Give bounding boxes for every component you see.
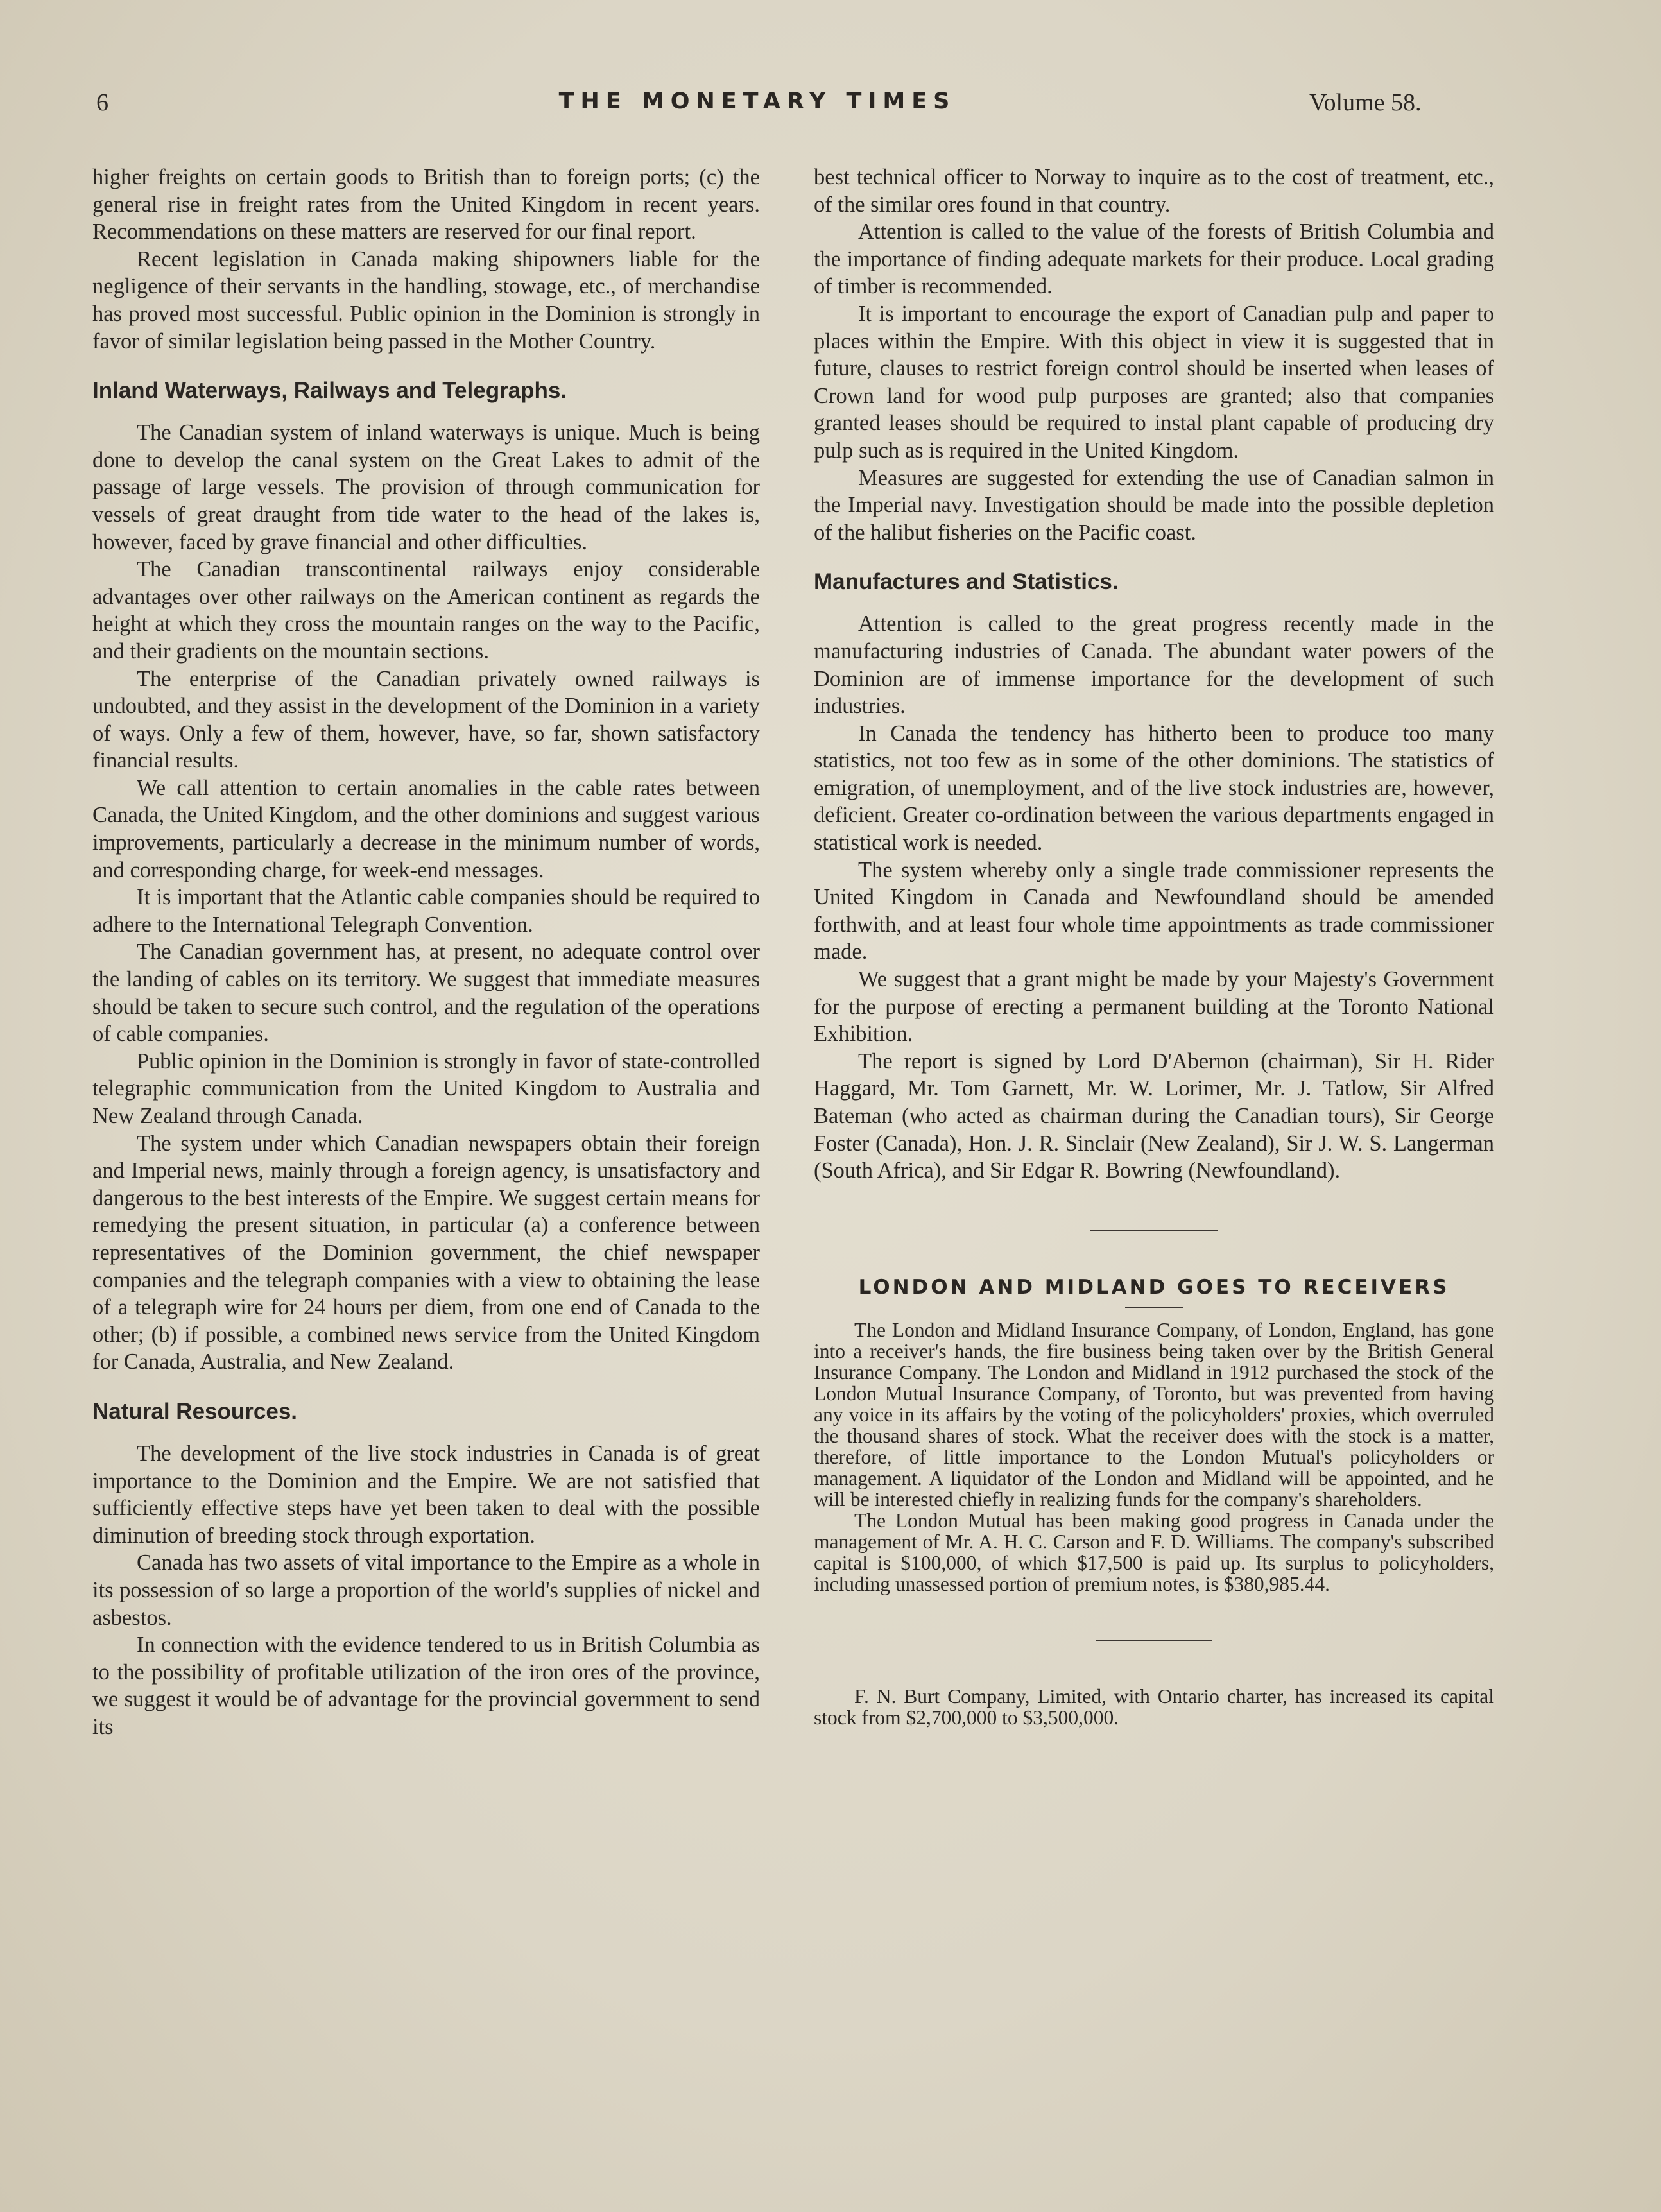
right-column bbox=[814, 164, 1494, 1728]
paragraph: Attention is called to the great progress recently made in the manufacturing industries of Canada. The abundant water powers of the Dominion are of immense importance for the development of such industries. bbox=[814, 612, 1494, 719]
paragraph: It is important that the Atlantic cable companies should be required to adhere to the International Telegraph Convention. bbox=[92, 885, 760, 937]
page-header bbox=[0, 89, 1661, 127]
volume-label: Volume 58. bbox=[1309, 89, 1422, 116]
paragraph: Public opinion in the Dominion is strongly in favor of state-controlled telegraphic communication from the United Kingdom to Australia and New Zealand through Canada. bbox=[92, 1049, 760, 1128]
divider bbox=[1090, 1230, 1218, 1231]
paragraph: The system under which Canadian newspapers obtain their foreign and Imperial news, mainly through a foreign agency, is unsatisfactory and dangerous to the best interests of the Empire. We suggest certain means for remedying the present situation, in particular (a) a conference between representatives of the Dominion government, the chief newspaper companies and the telegraph companies with a view to obtaining the lease of a telegraph wire for 24 hours per diem, from one end of Canada to the other; (b) if possible, a combined news service from the United Kingdom for Canada, Australia, and New Zealand. bbox=[92, 1131, 760, 1375]
divider bbox=[1096, 1640, 1212, 1641]
paragraph: The enterprise of the Canadian privately owned railways is undoubted, and they assist in the development of the Dominion in a variety of ways. Only a few of them, however, have, so far, shown satisfactory financial results. bbox=[92, 666, 760, 773]
paragraph: In Canada the tendency has hitherto been to produce too many statistics, not too few as in some of the other dominions. The statistics of emigration, of unemployment, and of the live stock industries are, however, deficient. Greater co-ordination between the various departments engaged in statistical work is needed. bbox=[814, 721, 1494, 855]
paragraph: We suggest that a grant might be made by your Majesty's Government for the purpose of erecting a permanent building at the Toronto National Exhibition. bbox=[814, 967, 1494, 1047]
paragraph: The development of the live stock industries in Canada is of great importance to the Dominion and the Empire. We are not satisfied that sufficiently effective steps have yet been taken to deal with the possible diminution of breeding stock through exportation. bbox=[92, 1441, 760, 1548]
paragraph: higher freights on certain goods to British than to foreign ports; (c) the general rise in freight rates from the United Kingdom in recent years. Recommendations on these matters are reserved for our final report. bbox=[92, 165, 760, 244]
paragraph: The Canadian transcontinental railways enjoy considerable advantages over other railways on the American continent as regards the height at which they cross the mountain ranges on the way to the Pacific, and their gradients on the mountain sections. bbox=[92, 557, 760, 664]
section-heading: Natural Resources. bbox=[92, 1398, 298, 1424]
paragraph: The Canadian system of inland waterways is unique. Much is being done to develop the canal system on the Great Lakes to admit of the passage of large vessels. The provision of through communication for vessels of great draught from tide water to the head of the lakes is, however, faced by grave financial and other difficulties. bbox=[92, 420, 760, 554]
paragraph: Canada has two assets of vital importance to the Empire as a whole in its possession of so large a proportion of the world's supplies of nickel and asbestos. bbox=[92, 1550, 760, 1630]
paragraph: It is important to encourage the export of Canadian pulp and paper to places within the Empire. With this object in view it is suggested that in future, clauses to restrict foreign control should be inserted when leases of Crown land for wood pulp purposes are granted; also that companies granted leases should be required to instal plant capable of producing dry pulp such as is required in the United Kingdom. bbox=[814, 301, 1494, 463]
paragraph: The system whereby only a single trade commissioner represents the United Kingdom in Canada and Newfoundland should be amended forthwith, and at least four whole time appointments as trade commissioner made. bbox=[814, 857, 1494, 965]
paragraph: The report is signed by Lord D'Abernon (chairman), Sir H. Rider Haggard, Mr. Tom Garnett, Mr. W. Lorimer, Mr. J. Tatlow, Sir Alfred Bateman (who acted as chairman during the Canadian tours), Sir George Foster (Canada), Hon. J. R. Sinclair (New Zealand), Sir J. W. S. Langerman (South Africa), and Sir Edgar R. Bowring (Newfoundland). bbox=[814, 1049, 1494, 1183]
divider bbox=[1125, 1307, 1183, 1308]
paragraph: Attention is called to the value of the forests of British Columbia and the importance of finding adequate markets for their produce. Local grading of timber is recommended. bbox=[814, 219, 1494, 299]
paragraph: In connection with the evidence tendered to us in British Columbia as to the possibility of profitable utilization of the iron ores of the province, we suggest it would be of advantage for the provincial government to send its bbox=[92, 1633, 760, 1739]
paragraph: best technical officer to Norway to inquire as to the cost of treatment, etc., of the similar ores found in that country. bbox=[814, 165, 1494, 217]
section-heading: Inland Waterways, Railways and Telegraphs. bbox=[92, 378, 567, 404]
paragraph: The Canadian government has, at present, no adequate control over the landing of cables on its territory. We suggest that immediate measures should be taken to secure such control, and the regulation of the operations of cable companies. bbox=[92, 939, 760, 1047]
news-paragraph: F. N. Burt Company, Limited, with Ontario charter, has increased its capital stock from $2,700,000 to $3,500,000. bbox=[814, 1685, 1494, 1729]
news-paragraph: The London Mutual has been making good progress in Canada under the management of Mr. A. H. C. Carson and F. D. Williams. The company's subscribed capital is $100,000, of which $17,500 is paid up. Its surplus to policyholders, including unassessed portion of premium notes, is $380,985.44. bbox=[814, 1509, 1494, 1595]
news-paragraph: The London and Midland Insurance Company, of London, England, has gone into a receiver's hands, the fire business being taken over by the British General Insurance Company. The London and Midland in 1912 purchased the stock of the London Mutual Insurance Company, of Toronto, but was prevented from having any voice in its affairs by the voting of the policyholders' proxies, which overruled the thousand shares of stock. What the receiver does with the stock is a matter, therefore, of little importance to the London Mutual's policyholders or management. A liquidator of the London and Midland will be appointed, and he will be interested chiefly in realizing funds for the company's shareholders. bbox=[814, 1318, 1494, 1511]
paragraph: We call attention to certain anomalies in the cable rates between Canada, the United Kingdom, and the other dominions and suggest various improvements, particularly a decrease in the minimum number of words, and corresponding charge, for week-end messages. bbox=[92, 775, 760, 882]
paragraph: Measures are suggested for extending the use of Canadian salmon in the Imperial navy. Investigation should be made into the possible depletion of the halibut fisheries on the Pacific coast. bbox=[814, 465, 1494, 545]
journal-title: THE MONETARY TIMES bbox=[558, 89, 956, 114]
paragraph: Recent legislation in Canada making shipowners liable for the negligence of their servants in the handling, stowage, etc., of merchandise has proved most successful. Public opinion in the Dominion is strongly in favor of similar legislation being passed in the Mother Country. bbox=[92, 246, 760, 354]
page-number: 6 bbox=[96, 89, 108, 116]
section-heading: Manufactures and Statistics. bbox=[814, 569, 1119, 595]
left-column bbox=[92, 164, 760, 1740]
news-heading: LONDON AND MIDLAND GOES TO RECEIVERS bbox=[858, 1275, 1450, 1299]
